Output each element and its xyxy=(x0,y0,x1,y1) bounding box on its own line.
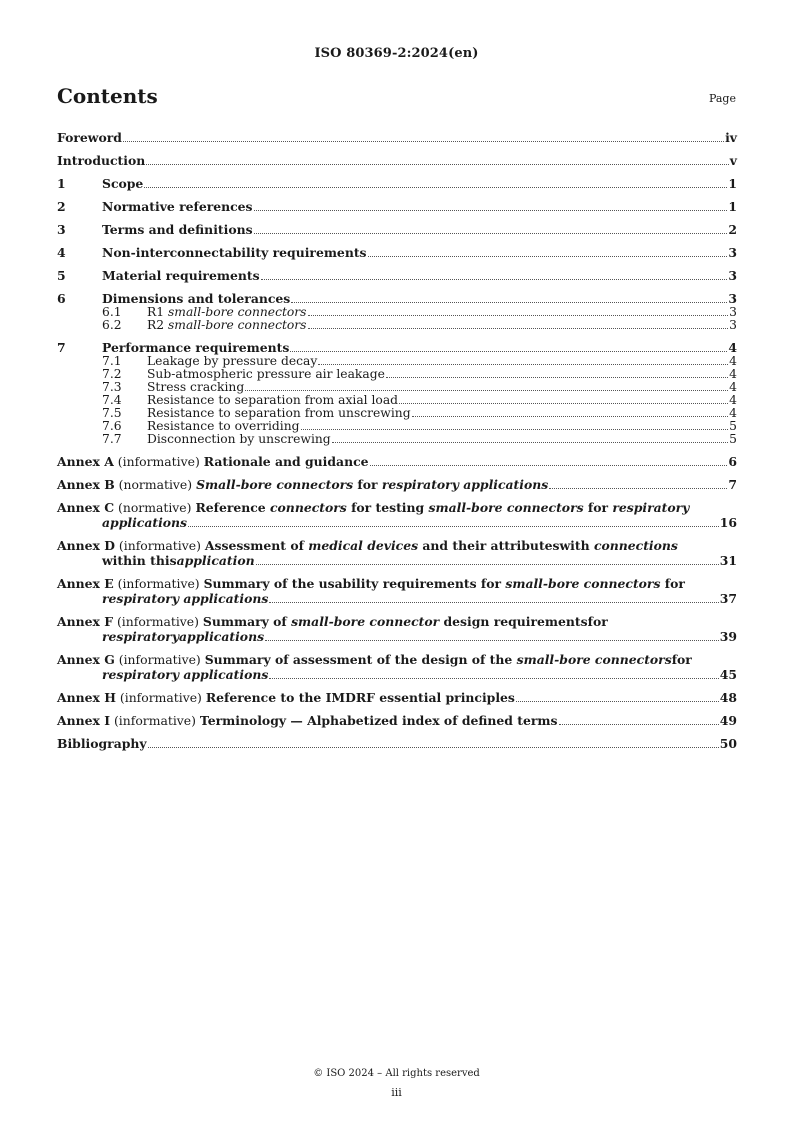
toc-page: 5 xyxy=(729,419,737,433)
dot-leader xyxy=(516,700,719,702)
dot-leader xyxy=(549,487,727,489)
toc-title: Sub-atmospheric pressure air leakage xyxy=(147,367,385,381)
clause-number: 4 xyxy=(57,245,66,260)
toc-page: 31 xyxy=(719,553,737,568)
toc-entry-foreword[interactable] xyxy=(57,130,737,145)
dot-leader xyxy=(412,415,729,417)
toc-entry-annex-g[interactable] xyxy=(57,652,737,682)
clause-number: 5 xyxy=(57,268,66,283)
toc-page: v xyxy=(729,153,737,168)
toc-title: Annex G (informative) Summary of assessment of the design of the small-bore connectorsfor respiratory applications 45 xyxy=(57,652,737,682)
toc-title: Leakage by pressure decay xyxy=(147,354,318,368)
toc-page: 48 xyxy=(719,690,737,705)
toc-page: 3 xyxy=(728,268,737,283)
toc-page: 4 xyxy=(729,406,737,420)
dot-leader xyxy=(146,163,729,165)
clause-number: 7 xyxy=(57,340,66,355)
toc-title: Non-interconnectability requirements xyxy=(102,245,367,260)
toc-page: 6 xyxy=(728,454,737,469)
dot-leader xyxy=(148,746,719,748)
toc-entry-clause-6[interactable] xyxy=(57,291,737,306)
toc-title: Resistance to separation from unscrewing xyxy=(147,406,411,420)
toc-title: Annex D (informative) Assessment of medical devices and their attributeswith connections within this application 31 xyxy=(57,538,737,568)
subclause-number: 6.2 xyxy=(102,318,122,332)
dot-leader xyxy=(399,402,728,404)
dot-leader xyxy=(386,376,728,378)
toc-page: 3 xyxy=(728,245,737,260)
page-column-label: Page xyxy=(708,92,736,105)
toc-entry-annex-d[interactable] xyxy=(57,538,737,568)
toc-title: Foreword xyxy=(57,130,122,145)
dot-leader xyxy=(291,301,727,303)
dot-leader xyxy=(308,327,729,329)
toc-title: Material requirements xyxy=(102,268,260,283)
toc-entry-clause-5[interactable] xyxy=(57,268,737,283)
toc-entry-clause-2[interactable] xyxy=(57,199,737,214)
dot-leader xyxy=(368,255,728,257)
dot-leader xyxy=(123,140,724,142)
toc-page: 4 xyxy=(729,393,737,407)
subclause-number: 7.6 xyxy=(102,419,122,433)
toc-entry-subclause-6-2[interactable] xyxy=(57,319,737,332)
dot-leader xyxy=(261,278,728,280)
clause-number: 2 xyxy=(57,199,66,214)
toc-entry-clause-4[interactable] xyxy=(57,245,737,260)
copyright-footer: © ISO 2024 – All rights reserved xyxy=(313,1068,480,1079)
subclause-number: 7.2 xyxy=(102,367,122,381)
subclause-number: 7.7 xyxy=(102,432,122,446)
toc-title: Stress cracking xyxy=(147,380,245,394)
toc-page: 3 xyxy=(729,318,737,332)
toc-title: Resistance to separation from axial load xyxy=(147,393,399,407)
toc-title: R2 small-bore connectors xyxy=(147,318,307,332)
dot-leader xyxy=(144,186,727,188)
subclause-number: 7.3 xyxy=(102,380,122,394)
dot-leader xyxy=(318,363,728,365)
toc-title: Terms and definitions xyxy=(102,222,253,237)
toc-page: 4 xyxy=(729,380,737,394)
toc-title: Annex I (informative) Terminology — Alphabetized index of defined terms xyxy=(57,713,558,728)
toc-page: 50 xyxy=(719,736,737,751)
dot-leader xyxy=(256,563,719,565)
clause-number: 1 xyxy=(57,176,66,191)
subclause-number: 7.4 xyxy=(102,393,122,407)
toc-page: 49 xyxy=(719,713,737,728)
toc-entry-clause-7[interactable] xyxy=(57,340,737,355)
toc-page: 2 xyxy=(728,222,737,237)
toc-page: iv xyxy=(725,130,737,145)
table-of-contents xyxy=(57,130,737,751)
toc-title: Annex F (informative) Summary of small-bore connector design requirementsfor respiratoryapplications 39 xyxy=(57,614,737,644)
document-id-header: ISO 80369-2:2024(en) xyxy=(314,46,479,61)
toc-title: Resistance to overriding xyxy=(147,419,300,433)
clause-number: 6 xyxy=(57,291,66,306)
toc-title: Dimensions and tolerances xyxy=(102,291,291,306)
toc-page: 1 xyxy=(728,199,737,214)
toc-entry-annex-c[interactable] xyxy=(57,500,737,530)
toc-entry-clause-1[interactable] xyxy=(57,176,737,191)
toc-entry-annex-f[interactable] xyxy=(57,614,737,644)
subclause-number: 6.1 xyxy=(102,305,122,319)
toc-page: 4 xyxy=(728,340,737,355)
toc-entry-annex-e[interactable] xyxy=(57,576,737,606)
toc-entry-introduction[interactable] xyxy=(57,153,737,168)
dot-leader xyxy=(269,601,718,603)
toc-entry-annex-i[interactable] xyxy=(57,713,737,728)
toc-title: Scope xyxy=(102,176,144,191)
toc-title: Introduction xyxy=(57,153,146,168)
toc-page: 5 xyxy=(729,432,737,446)
dot-leader xyxy=(254,232,728,234)
dot-leader xyxy=(269,677,718,679)
toc-page: 4 xyxy=(729,354,737,368)
subclause-number: 7.1 xyxy=(102,354,122,368)
dot-leader xyxy=(301,428,729,430)
toc-title: Annex C (normative) Reference connectors for testing small-bore connectors for respiratory applications 16 xyxy=(57,500,737,530)
page-number: iii xyxy=(391,1086,402,1099)
dot-leader xyxy=(370,464,728,466)
toc-page: 45 xyxy=(719,667,737,682)
dot-leader xyxy=(254,209,728,211)
toc-page: 3 xyxy=(729,305,737,319)
dot-leader xyxy=(308,314,729,316)
dot-leader xyxy=(265,639,719,641)
toc-title: Performance requirements xyxy=(102,340,290,355)
toc-entry-clause-3[interactable] xyxy=(57,222,737,237)
clause-number: 3 xyxy=(57,222,66,237)
toc-title: R1 small-bore connectors xyxy=(147,305,307,319)
toc-entry-annex-h[interactable] xyxy=(57,690,737,705)
dot-leader xyxy=(559,723,719,725)
toc-page: 4 xyxy=(729,367,737,381)
dot-leader xyxy=(332,441,728,443)
toc-page: 1 xyxy=(728,176,737,191)
toc-page: 3 xyxy=(728,291,737,306)
toc-title: Annex H (informative) Reference to the IMDRF essential principles xyxy=(57,690,515,705)
toc-title: Normative references xyxy=(102,199,253,214)
toc-title: Annex B (normative) Small-bore connectors for respiratory applications xyxy=(57,477,549,492)
toc-entry-annex-b[interactable] xyxy=(57,477,737,492)
toc-title: Annex E (informative) Summary of the usability requirements for small-bore connectors for respiratory applications 37 xyxy=(57,576,737,606)
toc-entry-annex-a[interactable] xyxy=(57,454,737,469)
toc-page: 7 xyxy=(728,477,737,492)
dot-leader xyxy=(188,525,719,527)
toc-title: Disconnection by unscrewing xyxy=(147,432,331,446)
toc-entry-subclause-7-7[interactable] xyxy=(57,433,737,446)
toc-page: 37 xyxy=(719,591,737,606)
toc-page: 39 xyxy=(719,629,737,644)
toc-title: Bibliography xyxy=(57,736,147,751)
toc-title: Annex A (informative) Rationale and guidance xyxy=(57,454,369,469)
toc-entry-bibliography[interactable] xyxy=(57,736,737,751)
contents-heading: Contents xyxy=(57,84,158,108)
subclause-number: 7.5 xyxy=(102,406,122,420)
toc-page: 16 xyxy=(719,515,737,530)
dot-leader xyxy=(290,350,727,352)
dot-leader xyxy=(245,389,728,391)
